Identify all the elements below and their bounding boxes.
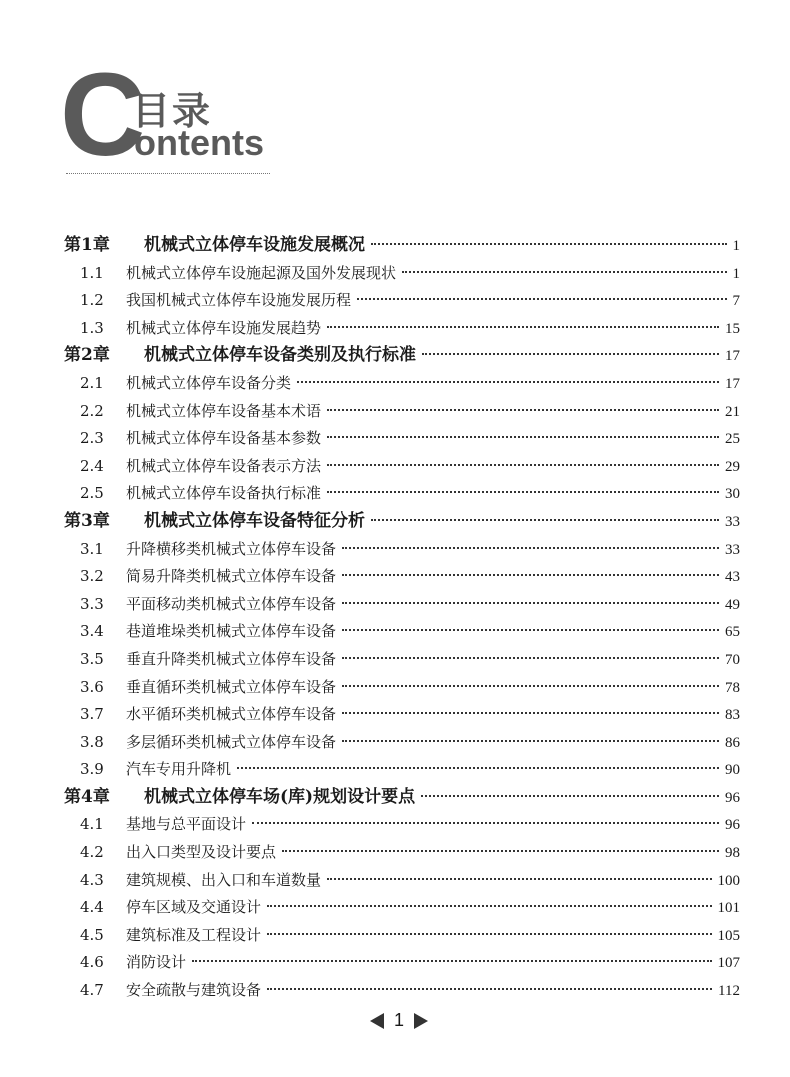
title-cn: 目录 <box>132 89 213 133</box>
entry-title: 多层循环类机械式立体停车设备 <box>126 732 337 751</box>
entry-number: 3.8 <box>80 732 104 751</box>
toc-section-row[interactable] <box>64 949 740 977</box>
toc-section-row[interactable] <box>64 591 740 619</box>
toc-chapter-row[interactable] <box>64 784 740 812</box>
leader-dots <box>192 960 711 962</box>
entry-page: 25 <box>725 431 740 448</box>
leader-dots <box>252 822 719 824</box>
toc-section-row[interactable] <box>64 370 740 398</box>
entry-page: 15 <box>725 320 740 337</box>
leader-dots <box>267 988 712 990</box>
leader-dots <box>327 878 711 880</box>
toc-section-row[interactable] <box>64 315 740 343</box>
entry-number: 第2章 <box>64 345 110 366</box>
toc-section-row[interactable] <box>64 260 740 288</box>
entry-number: 3.9 <box>80 760 104 779</box>
entry-page: 86 <box>725 734 740 751</box>
leader-dots <box>267 933 711 935</box>
entry-title: 机械式立体停车设备基本术语 <box>126 401 322 420</box>
toc-chapter-row[interactable] <box>64 508 740 536</box>
entry-title: 停车区域及交通设计 <box>126 898 262 917</box>
toc-section-row[interactable] <box>64 756 740 784</box>
toc-chapter-row[interactable] <box>64 232 740 260</box>
page-footer <box>370 1010 428 1031</box>
entry-title: 机械式立体停车场(库)规划设计要点 <box>144 786 416 807</box>
leader-dots <box>327 409 719 411</box>
entry-page: 17 <box>725 375 740 392</box>
leader-dots <box>282 850 719 852</box>
toc-section-row[interactable] <box>64 480 740 508</box>
toc-section-row[interactable] <box>64 453 740 481</box>
entry-page: 49 <box>725 596 740 613</box>
leader-dots <box>327 464 719 466</box>
entry-number: 4.3 <box>80 870 104 889</box>
entry-page: 96 <box>725 817 740 834</box>
entry-title: 巷道堆垛类机械式立体停车设备 <box>126 622 337 641</box>
entry-page: 98 <box>725 845 740 862</box>
entry-number: 3.1 <box>80 539 104 558</box>
logo-letter: C <box>60 49 146 181</box>
toc-section-row[interactable] <box>64 618 740 646</box>
entry-number: 2.4 <box>80 456 104 475</box>
entry-title: 安全疏散与建筑设备 <box>126 981 262 1000</box>
toc-section-row[interactable] <box>64 839 740 867</box>
entry-number: 3.3 <box>80 594 104 613</box>
entry-page: 112 <box>718 983 740 1000</box>
leader-dots <box>342 657 719 659</box>
entry-number: 2.2 <box>80 401 104 420</box>
entry-page: 21 <box>725 403 740 420</box>
entry-page: 30 <box>725 486 740 503</box>
entry-page: 83 <box>725 707 740 724</box>
entry-page: 7 <box>732 293 740 310</box>
entry-number: 2.1 <box>80 373 104 392</box>
entry-title: 建筑标准及工程设计 <box>126 925 262 944</box>
entry-number: 第3章 <box>64 510 110 531</box>
leader-dots <box>342 574 719 576</box>
leader-dots <box>342 740 719 742</box>
entry-number: 4.5 <box>80 925 104 944</box>
entry-title: 升降横移类机械式立体停车设备 <box>126 539 337 558</box>
entry-title: 垂直循环类机械式立体停车设备 <box>126 677 337 696</box>
toc-section-row[interactable] <box>64 867 740 895</box>
entry-title: 机械式立体停车设施起源及国外发展现状 <box>126 263 397 282</box>
entry-title: 机械式立体停车设备表示方法 <box>126 456 322 475</box>
entry-title: 机械式立体停车设备执行标准 <box>126 484 322 503</box>
entry-title: 简易升降类机械式立体停车设备 <box>126 567 337 586</box>
entry-title: 汽车专用升降机 <box>126 760 232 779</box>
page-number: 1 <box>394 1010 405 1030</box>
toc-section-row[interactable] <box>64 536 740 564</box>
entry-page: 90 <box>725 762 740 779</box>
toc-chapter-row[interactable] <box>64 342 740 370</box>
entry-number: 2.5 <box>80 484 104 503</box>
toc-section-row[interactable] <box>64 922 740 950</box>
leader-dots <box>297 381 719 383</box>
entry-page: 1 <box>732 265 740 282</box>
entry-number: 4.1 <box>80 815 104 834</box>
leader-dots <box>237 767 719 769</box>
entry-number: 3.6 <box>80 677 104 696</box>
leader-dots <box>422 353 719 355</box>
entry-number: 1.2 <box>80 291 104 310</box>
entry-page: 43 <box>725 569 740 586</box>
entry-title: 机械式立体停车设备类别及执行标准 <box>144 345 416 366</box>
toc-section-row[interactable] <box>64 811 740 839</box>
next-arrow-icon <box>414 1013 428 1029</box>
entry-title: 机械式立体停车设施发展概况 <box>144 235 365 255</box>
entry-number: 4.6 <box>80 953 104 972</box>
entry-number: 第4章 <box>64 786 110 807</box>
entry-title: 机械式立体停车设施发展趋势 <box>126 318 322 337</box>
entry-page: 105 <box>717 927 740 944</box>
entry-number: 第1章 <box>64 235 110 255</box>
leader-dots <box>342 685 719 687</box>
entry-number: 3.7 <box>80 705 104 724</box>
entry-page: 33 <box>725 541 740 558</box>
leader-dots <box>371 243 727 245</box>
entry-page: 96 <box>725 789 740 806</box>
toc-section-row[interactable] <box>64 977 740 1005</box>
entry-page: 65 <box>725 624 740 641</box>
entry-title: 我国机械式立体停车设施发展历程 <box>126 291 352 310</box>
leader-dots <box>342 547 719 549</box>
entry-title: 水平循环类机械式立体停车设备 <box>126 705 337 724</box>
entry-page: 107 <box>717 955 740 972</box>
leader-dots <box>342 712 719 714</box>
entry-number: 4.2 <box>80 843 104 862</box>
toc-section-row[interactable] <box>64 701 740 729</box>
entry-page: 1 <box>732 238 740 254</box>
leader-dots <box>327 436 719 438</box>
entry-number: 4.4 <box>80 898 104 917</box>
entry-title: 机械式立体停车设备特征分析 <box>144 510 365 531</box>
entry-page: 101 <box>717 900 740 917</box>
entry-title: 平面移动类机械式立体停车设备 <box>126 594 337 613</box>
entry-number: 3.5 <box>80 649 104 668</box>
entry-number: 1.3 <box>80 318 104 337</box>
leader-dots <box>402 271 726 273</box>
entry-title: 出入口类型及设计要点 <box>126 843 277 862</box>
header-divider <box>66 173 270 174</box>
entry-page: 70 <box>725 651 740 668</box>
entry-page: 17 <box>725 348 740 365</box>
entry-title: 建筑规模、出入口和车道数量 <box>126 870 322 889</box>
entry-title: 机械式立体停车设备基本参数 <box>126 429 322 448</box>
leader-dots <box>327 491 719 493</box>
leader-dots <box>371 519 719 521</box>
entry-title: 垂直升降类机械式立体停车设备 <box>126 649 337 668</box>
entry-page: 100 <box>717 872 740 889</box>
leader-dots <box>357 298 726 300</box>
toc-section-row[interactable] <box>64 729 740 757</box>
contents-logo <box>60 49 280 181</box>
toc-section-row[interactable] <box>64 287 740 315</box>
entry-page: 33 <box>725 513 740 530</box>
entry-number: 2.3 <box>80 429 104 448</box>
entry-number: 4.7 <box>80 981 104 1000</box>
toc-section-row[interactable] <box>64 646 740 674</box>
title-en: ontents <box>134 122 264 163</box>
table-of-contents <box>64 232 740 1005</box>
toc-section-row[interactable] <box>64 563 740 591</box>
entry-page: 29 <box>725 458 740 475</box>
entry-title: 基地与总平面设计 <box>126 815 247 834</box>
toc-section-row[interactable] <box>64 425 740 453</box>
entry-number: 3.4 <box>80 622 104 641</box>
leader-dots <box>267 905 711 907</box>
toc-section-row[interactable] <box>64 398 740 426</box>
entry-title: 消防设计 <box>126 953 187 972</box>
toc-section-row[interactable] <box>64 674 740 702</box>
leader-dots <box>342 629 719 631</box>
entry-title: 机械式立体停车设备分类 <box>126 373 292 392</box>
entry-page: 78 <box>725 679 740 696</box>
leader-dots <box>342 602 719 604</box>
entry-number: 1.1 <box>80 263 104 282</box>
leader-dots <box>421 795 719 797</box>
leader-dots <box>327 326 719 328</box>
entry-number: 3.2 <box>80 567 104 586</box>
toc-section-row[interactable] <box>64 894 740 922</box>
prev-arrow-icon <box>370 1013 384 1029</box>
